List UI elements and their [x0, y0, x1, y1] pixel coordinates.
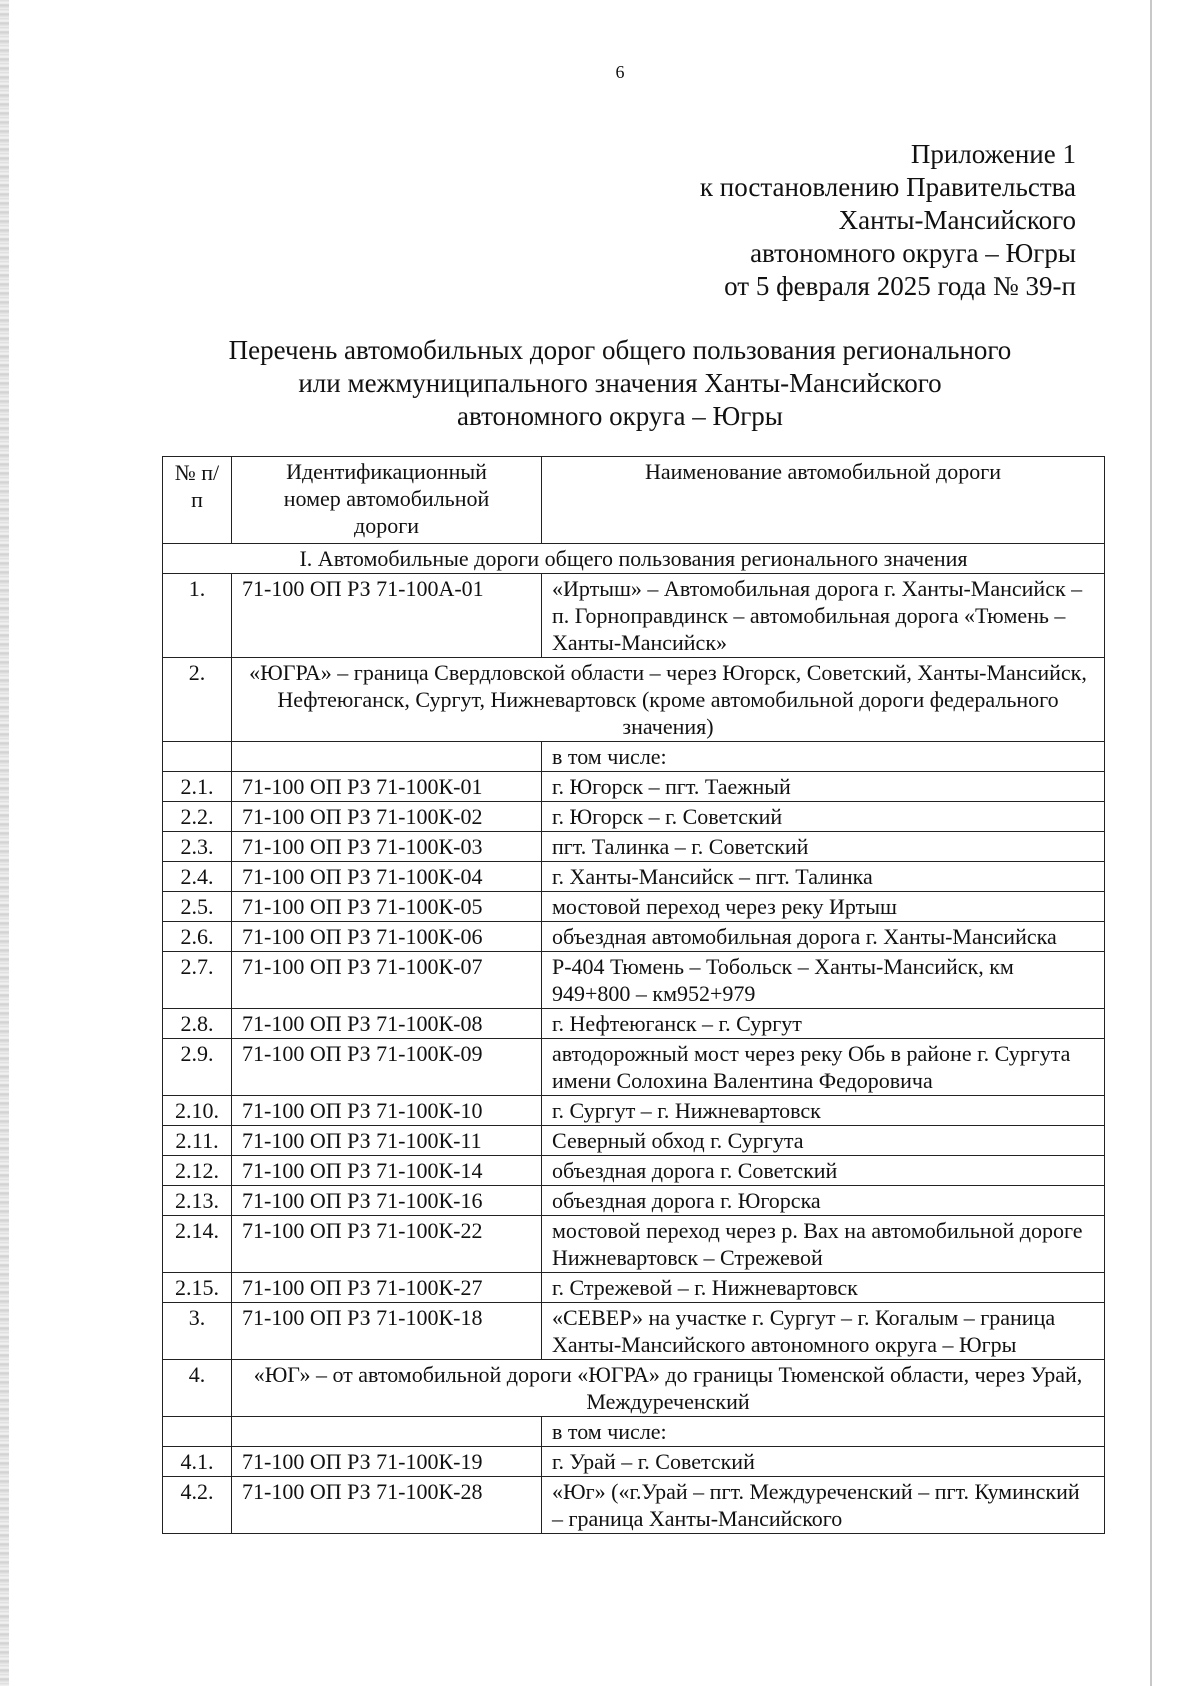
row-id: 71-100 ОП РЗ 71-100К-14 [232, 1156, 542, 1186]
row-id: 71-100 ОП РЗ 71-100К-22 [232, 1216, 542, 1273]
table-row [163, 1303, 1105, 1360]
row-name: «ЮГРА» – граница Свердловской области – через Югорск, Советский, Ханты-Мансийск, Нефтеюганск, Сургут, Нижневартовск (кроме автомобильной дороги федерального значения) [232, 658, 1105, 742]
row-num: 2.15. [163, 1273, 232, 1303]
table-row [163, 1156, 1105, 1186]
row-name: Р-404 Тюмень – Тобольск – Ханты-Мансийск, км 949+800 – км952+979 [542, 952, 1105, 1009]
table-row [163, 574, 1105, 658]
row-name: г. Югорск – г. Советский [542, 802, 1105, 832]
row-name: объездная автомобильная дорога г. Ханты-Мансийска [542, 922, 1105, 952]
table-row [163, 802, 1105, 832]
row-name: «СЕВЕР» на участке г. Сургут – г. Когалым – граница Ханты-Мансийского автономного округа – Югры [542, 1303, 1105, 1360]
row-id: 71-100 ОП РЗ 71-100К-27 [232, 1273, 542, 1303]
row-id-empty [232, 742, 542, 772]
document-title [160, 334, 1080, 433]
scan-edge-left [0, 0, 9, 1686]
row-name: г. Сургут – г. Нижневартовск [542, 1096, 1105, 1126]
row-id: 71-100 ОП РЗ 71-100К-07 [232, 952, 542, 1009]
row-id: 71-100 ОП РЗ 71-100К-01 [232, 772, 542, 802]
row-num: 2.5. [163, 892, 232, 922]
section-row [163, 544, 1105, 574]
row-id: 71-100 ОП РЗ 71-100К-28 [232, 1477, 542, 1534]
row-name: г. Нефтеюганск – г. Сургут [542, 1009, 1105, 1039]
row-name: пгт. Талинка – г. Советский [542, 832, 1105, 862]
row-name: г. Стрежевой – г. Нижневартовск [542, 1273, 1105, 1303]
row-num: 4. [163, 1360, 232, 1417]
row-id: 71-100 ОП РЗ 71-100К-19 [232, 1447, 542, 1477]
table-row [163, 892, 1105, 922]
page-number: 6 [615, 62, 625, 82]
row-num: 2.8. [163, 1009, 232, 1039]
section-title: I. Автомобильные дороги общего пользования регионального значения [163, 544, 1105, 574]
table-row [163, 658, 1105, 742]
row-num: 2.7. [163, 952, 232, 1009]
row-id-empty [232, 1417, 542, 1447]
table-row [163, 1096, 1105, 1126]
table-row [163, 742, 1105, 772]
table-row [163, 772, 1105, 802]
row-name: автодорожный мост через реку Обь в районе г. Сургута имени Солохина Валентина Федоровича [542, 1039, 1105, 1096]
row-num: 2.12. [163, 1156, 232, 1186]
row-num: 1. [163, 574, 232, 658]
table-row [163, 1126, 1105, 1156]
header-name: Наименование автомобильной дороги [542, 457, 1105, 544]
row-name: мостовой переход через реку Иртыш [542, 892, 1105, 922]
row-id: 71-100 ОП РЗ 71-100К-08 [232, 1009, 542, 1039]
row-id: 71-100 ОП РЗ 71-100А-01 [232, 574, 542, 658]
row-id: 71-100 ОП РЗ 71-100К-04 [232, 862, 542, 892]
approval-block [700, 138, 1076, 303]
row-num: 3. [163, 1303, 232, 1360]
table-row [163, 1216, 1105, 1273]
table-row [163, 1360, 1105, 1417]
table-row [163, 1186, 1105, 1216]
row-name: «Иртыш» – Автомобильная дорога г. Ханты-Мансийск – п. Горноправдинск – автомобильная дорога «Тюмень – Ханты-Мансийск» [542, 574, 1105, 658]
row-name: мостовой переход через р. Вах на автомобильной дороге Нижневартовск – Стрежевой [542, 1216, 1105, 1273]
row-name: г. Ханты-Мансийск – пгт. Талинка [542, 862, 1105, 892]
row-name: г. Югорск – пгт. Таежный [542, 772, 1105, 802]
row-num: 2.3. [163, 832, 232, 862]
row-num: 2.9. [163, 1039, 232, 1096]
title-line: или межмуниципального значения Ханты-Мансийского [298, 368, 942, 398]
row-num: 2.10. [163, 1096, 232, 1126]
row-name: «ЮГ» – от автомобильной дороги «ЮГРА» до границы Тюменской области, через Урай, Междуреченский [232, 1360, 1105, 1417]
row-name: объездная дорога г. Югорска [542, 1186, 1105, 1216]
row-num-empty [163, 1417, 232, 1447]
row-num: 4.1. [163, 1447, 232, 1477]
row-id: 71-100 ОП РЗ 71-100К-09 [232, 1039, 542, 1096]
approval-line: Ханты-Мансийского [838, 205, 1076, 235]
table-row [163, 1009, 1105, 1039]
row-id: 71-100 ОП РЗ 71-100К-06 [232, 922, 542, 952]
table-row [163, 952, 1105, 1009]
scan-edge-right [1150, 0, 1152, 1686]
header-num: № п/п [163, 457, 232, 544]
table-row [163, 922, 1105, 952]
row-id: 71-100 ОП РЗ 71-100К-05 [232, 892, 542, 922]
approval-line: от 5 февраля 2025 года № 39-п [724, 271, 1076, 301]
title-line: Перечень автомобильных дорог общего пользования регионального [228, 335, 1012, 365]
row-id: 71-100 ОП РЗ 71-100К-11 [232, 1126, 542, 1156]
row-id: 71-100 ОП РЗ 71-100К-16 [232, 1186, 542, 1216]
approval-line: к постановлению Правительства [699, 172, 1076, 202]
table-row [163, 1447, 1105, 1477]
row-id: 71-100 ОП РЗ 71-100К-18 [232, 1303, 542, 1360]
row-id: 71-100 ОП РЗ 71-100К-02 [232, 802, 542, 832]
row-num: 2.1. [163, 772, 232, 802]
table-row [163, 862, 1105, 892]
row-name: объездная дорога г. Советский [542, 1156, 1105, 1186]
row-name: в том числе: [542, 742, 1105, 772]
row-num: 2.4. [163, 862, 232, 892]
table-row [163, 1039, 1105, 1096]
table-row [163, 1417, 1105, 1447]
row-name: в том числе: [542, 1417, 1105, 1447]
row-name: «Юг» («г.Урай – пгт. Междуреченский – пгт. Куминский – граница Ханты-Мансийского [542, 1477, 1105, 1534]
roads-table [162, 456, 1105, 1534]
row-num: 2.11. [163, 1126, 232, 1156]
table-row [163, 1477, 1105, 1534]
table-row [163, 832, 1105, 862]
title-line: автономного округа – Югры [457, 401, 783, 431]
approval-line: Приложение 1 [910, 139, 1076, 169]
row-name: г. Урай – г. Советский [542, 1447, 1105, 1477]
table-row [163, 1273, 1105, 1303]
row-num: 2.14. [163, 1216, 232, 1273]
row-name: Северный обход г. Сургута [542, 1126, 1105, 1156]
approval-line: автономного округа – Югры [750, 238, 1076, 268]
row-num-empty [163, 742, 232, 772]
row-id: 71-100 ОП РЗ 71-100К-10 [232, 1096, 542, 1126]
row-num: 2.2. [163, 802, 232, 832]
row-id: 71-100 ОП РЗ 71-100К-03 [232, 832, 542, 862]
row-num: 2. [163, 658, 232, 742]
table-header-row [163, 457, 1105, 544]
row-num: 2.6. [163, 922, 232, 952]
header-id: Идентификационный номер автомобильной дороги [232, 457, 542, 544]
row-num: 2.13. [163, 1186, 232, 1216]
row-num: 4.2. [163, 1477, 232, 1534]
